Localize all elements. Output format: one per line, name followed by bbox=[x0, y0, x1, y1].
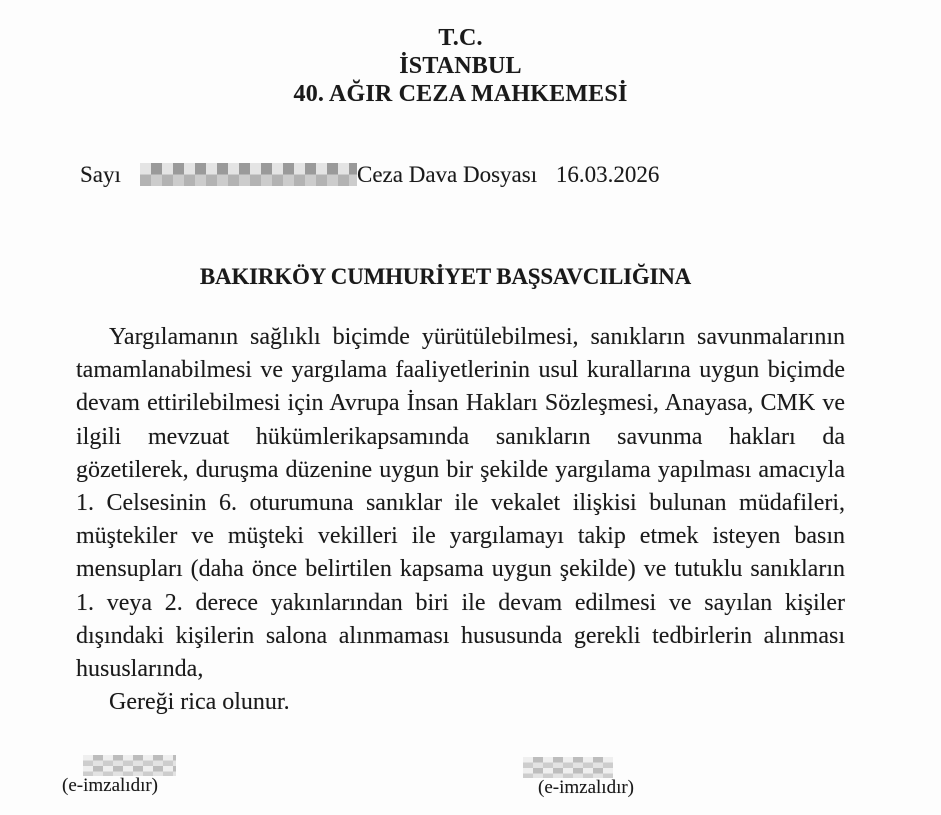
redacted-case-number bbox=[140, 163, 357, 186]
body-line: müştekiler ve müşteki vekilleri ile yargılamayı takip etmek isteyen basın bbox=[76, 523, 845, 550]
body-line: gözetilerek, duruşma düzenine uygun bir şekilde yargılama yapılması amacıyla bbox=[76, 456, 845, 483]
body-line: ilgili mevzuat hükümlerikapsamında sanıkların savunma hakları da bbox=[76, 423, 845, 450]
body-line: hususlarında, bbox=[76, 655, 204, 682]
closing-line: Gereği rica olunur. bbox=[109, 689, 290, 716]
body-line: 1. Celsesinin 6. oturumuna sanıklar ile vekalet ilişkisi bulunan müdafileri, bbox=[76, 489, 845, 516]
body-line: Yargılamanın sağlıklı biçimde yürütülebilmesi, sanıkların savunmalarının bbox=[109, 324, 845, 350]
document-date: 16.03.2026 bbox=[555, 162, 660, 187]
redacted-signer-name-right bbox=[523, 757, 613, 778]
body-line: 1. veya 2. derece yakınlarından biri ile devam edilmesi ve sayılan kişiler bbox=[76, 589, 845, 616]
body-line: mensupları (daha önce belirtilen kapsama uygun şekilde) ve tutuklu sanıkların bbox=[76, 556, 845, 583]
body-paragraph bbox=[76, 321, 845, 719]
dossier-type: Ceza Dava Dosyası bbox=[357, 162, 538, 187]
reference-label: Sayı bbox=[80, 162, 121, 187]
reference-row bbox=[0, 160, 941, 190]
body-line: devam ettirilebilmesi için Avrupa İnsan Hakları Sözleşmesi, Anayasa, CMK ve bbox=[76, 390, 845, 417]
reference-dossier bbox=[357, 160, 659, 190]
header-court-name: 40. AĞIR CEZA MAHKEMESİ bbox=[293, 81, 628, 107]
addressee-title: BAKIRKÖY CUMHURİYET BAŞSAVCILIĞINA bbox=[199, 264, 692, 289]
court-header bbox=[0, 24, 941, 108]
header-city: İSTANBUL bbox=[399, 53, 522, 79]
header-republic: T.C. bbox=[438, 25, 483, 51]
body-line: tamamlanabilmesi ve yargılama faaliyetlerinin usul kurallarına uygun biçimde bbox=[76, 357, 845, 384]
redacted-signer-name-left bbox=[83, 755, 176, 776]
body-line: dışındaki kişilerin salona alınmaması hususunda gerekli tedbirlerin alınması bbox=[76, 622, 845, 649]
e-signature-label-right: (e-imzalıdır) bbox=[538, 777, 635, 798]
e-signature-label-left: (e-imzalıdır) bbox=[62, 775, 159, 796]
